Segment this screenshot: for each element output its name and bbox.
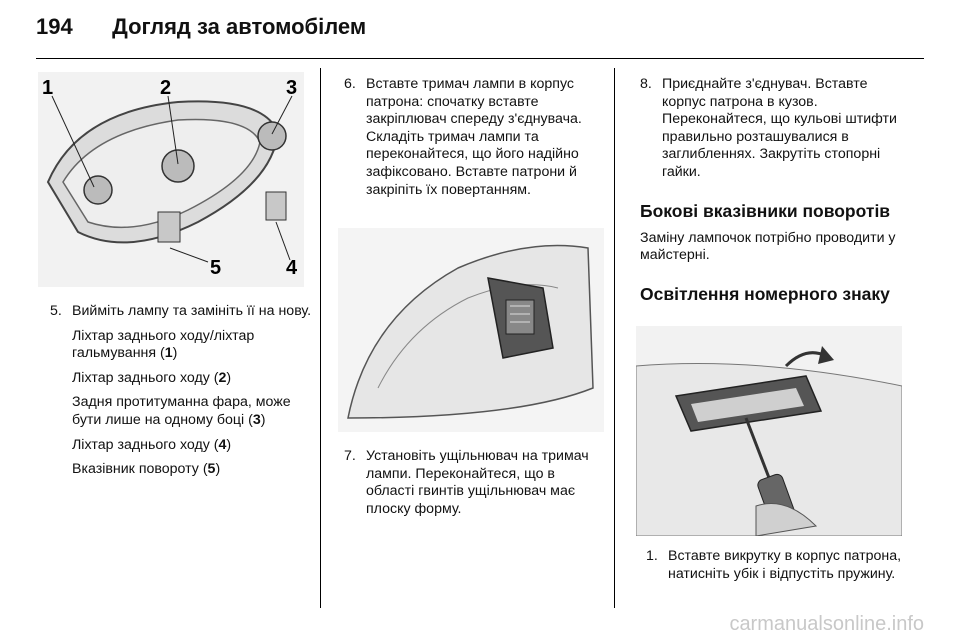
callout-1: 1 — [42, 77, 54, 99]
step-text: Вставте тримач лампи в корпус патрона: спочатку вставте закріплювач спереду з'єднувача. Складіть тримач лампи та переконайтеся, що його надійно зафіксовано. Вставте патрони й закріпіть їх повертанням. — [366, 76, 582, 198]
middle-column-step-7 — [344, 448, 606, 518]
step-number: 8. — [640, 76, 652, 92]
legend-item-1: Ліхтар заднього ходу/ліхтар гальмування (1) — [72, 327, 255, 362]
screwdriver-illustration — [636, 326, 902, 536]
section-heading-licence-plate-light: Освітлення номерного знаку — [640, 283, 890, 304]
tail-lamp-illustration — [38, 72, 304, 287]
page-number: 194 — [36, 14, 73, 39]
licence-plate-figure — [636, 326, 902, 536]
step-6 — [344, 76, 606, 199]
step-text: Вставте викрутку в корпус патрона, натисніть убік і відпустіть пружину. — [668, 548, 902, 582]
middle-column-step-6 — [344, 76, 606, 199]
step-number: 1. — [646, 548, 658, 564]
tail-lamp-figure — [38, 72, 304, 287]
step-text: Приєднайте з'єднувач. Вставте корпус патрона в кузов. Переконайтеся, що кульові штифти правильно розташувалися в заглибленнях. Закрутіть стопорні гайки. — [662, 76, 897, 180]
section-heading-side-indicators: Бокові вказівники поворотів — [640, 200, 891, 221]
step-number: 6. — [344, 76, 356, 92]
callout-2: 2 — [160, 77, 172, 99]
column-divider-1 — [320, 68, 321, 608]
step-text: Установіть ущільнювач на тримач лампи. Переконайтеся, що в області гвинтів ущільнювач має плоску форму. — [366, 448, 589, 517]
callout-3: 3 — [286, 77, 298, 99]
step-8 — [640, 76, 910, 182]
column-divider-2 — [614, 68, 615, 608]
step-7 — [344, 448, 606, 518]
step-text: Вийміть лампу та замініть її на нову. — [72, 303, 312, 319]
lamp-holder-figure — [338, 228, 604, 432]
page-header — [36, 14, 366, 40]
right-column-text — [640, 76, 910, 305]
step-1 — [646, 548, 908, 583]
watermark: carmanualsonline.info — [729, 613, 924, 635]
left-column-text — [50, 303, 312, 479]
header-rule — [36, 58, 924, 59]
step-5 — [50, 303, 312, 321]
legend-item-4: Ліхтар заднього ходу (4) — [72, 436, 232, 453]
step-number: 5. — [50, 303, 62, 319]
lamp-holder-illustration — [338, 228, 604, 432]
legend-item-5: Вказівник повороту (5) — [72, 461, 221, 478]
page-title: Догляд за автомобілем — [112, 14, 367, 39]
callout-5: 5 — [210, 257, 222, 279]
callout-4: 4 — [286, 257, 298, 279]
right-column-step-1 — [646, 548, 908, 583]
legend-item-2: Ліхтар заднього ходу (2) — [72, 369, 232, 386]
step-number: 7. — [344, 448, 356, 464]
side-indicators-paragraph: Заміну лампочок потрібно проводити у майстерні. — [640, 229, 896, 264]
legend-item-3: Задня протитуманна фара, може бути лише на одному боці (3) — [72, 394, 291, 428]
